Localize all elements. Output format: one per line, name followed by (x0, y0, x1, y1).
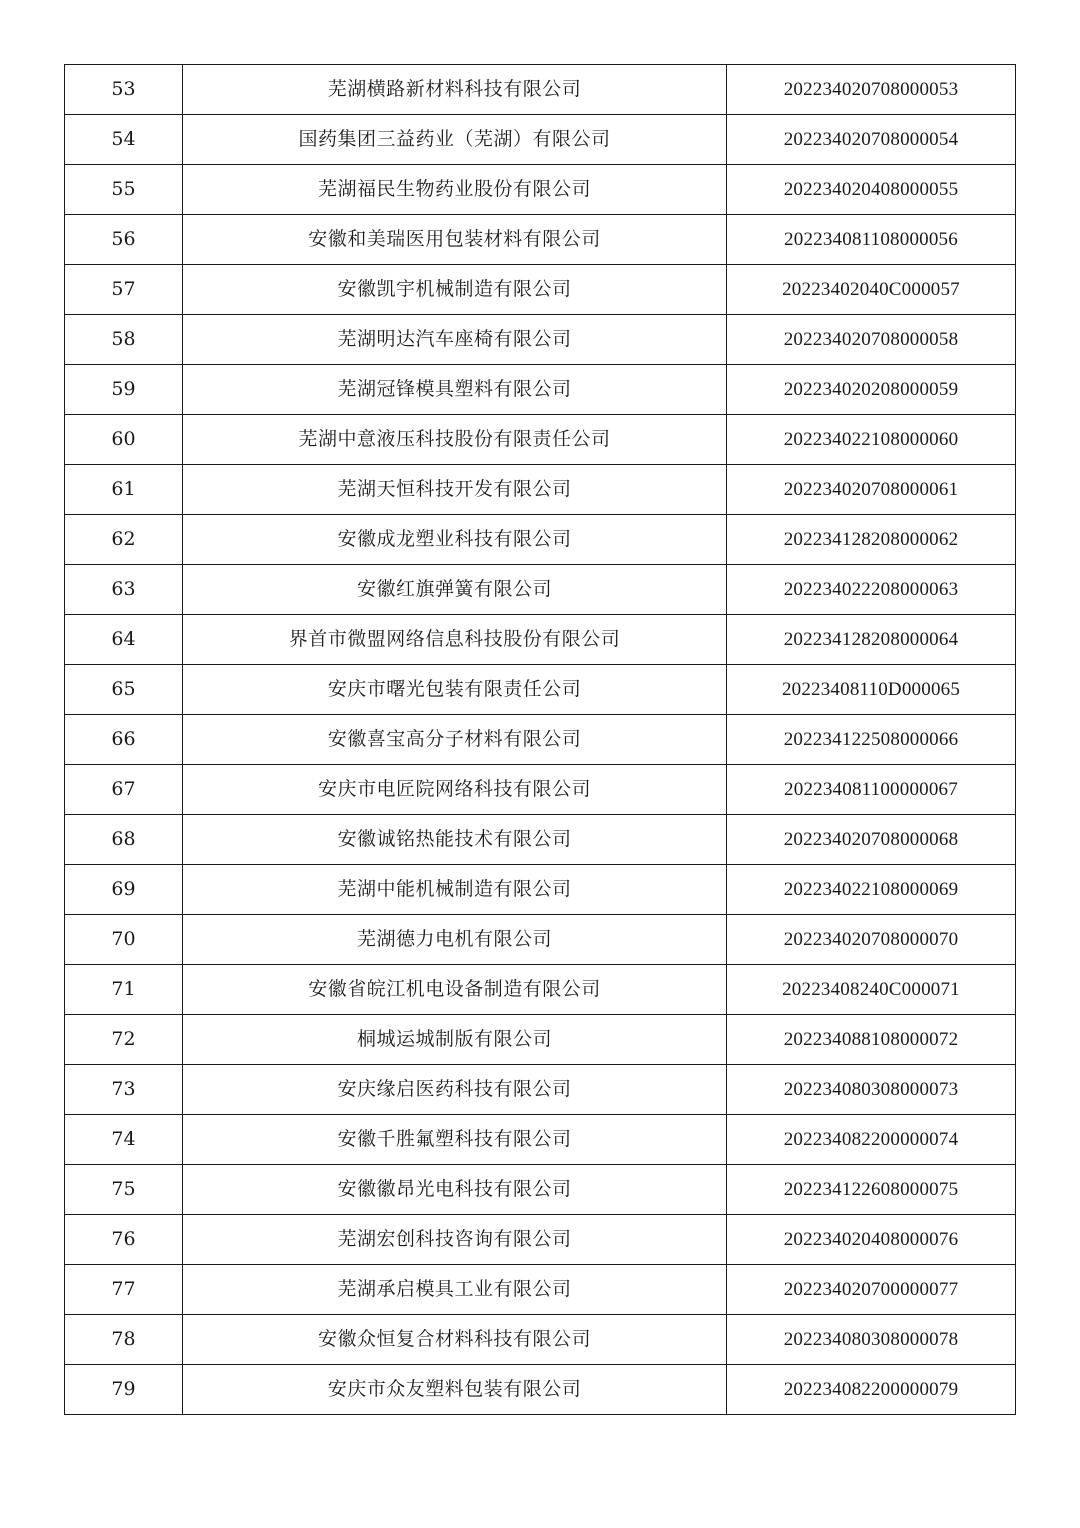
row-registration-code: 202234020408000055 (727, 165, 1016, 215)
row-registration-code: 202234022108000060 (727, 415, 1016, 465)
row-seq-number: 79 (65, 1365, 183, 1415)
table-row (65, 765, 1016, 815)
row-seq-number: 68 (65, 815, 183, 865)
row-company-name: 芜湖中意液压科技股份有限责任公司 (183, 415, 727, 465)
row-registration-code: 202234020708000061 (727, 465, 1016, 515)
row-company-name: 芜湖天恒科技开发有限公司 (183, 465, 727, 515)
table-row (65, 915, 1016, 965)
row-company-name: 芜湖德力电机有限公司 (183, 915, 727, 965)
row-company-name: 安徽千胜氟塑科技有限公司 (183, 1115, 727, 1165)
row-seq-number: 65 (65, 665, 183, 715)
table-row (65, 265, 1016, 315)
row-registration-code: 202234128208000062 (727, 515, 1016, 565)
row-registration-code: 202234081100000067 (727, 765, 1016, 815)
row-registration-code: 202234022108000069 (727, 865, 1016, 915)
row-seq-number: 58 (65, 315, 183, 365)
row-seq-number: 76 (65, 1215, 183, 1265)
row-registration-code: 202234088108000072 (727, 1015, 1016, 1065)
table-row (65, 1015, 1016, 1065)
row-seq-number: 64 (65, 615, 183, 665)
row-registration-code: 202234020708000054 (727, 115, 1016, 165)
row-seq-number: 77 (65, 1265, 183, 1315)
row-company-name: 安徽凯宇机械制造有限公司 (183, 265, 727, 315)
row-company-name: 安庆市电匠院网络科技有限公司 (183, 765, 727, 815)
row-registration-code: 202234122608000075 (727, 1165, 1016, 1215)
table-row (65, 665, 1016, 715)
row-registration-code: 202234020708000058 (727, 315, 1016, 365)
row-company-name: 安徽诚铭热能技术有限公司 (183, 815, 727, 865)
row-seq-number: 56 (65, 215, 183, 265)
row-seq-number: 78 (65, 1315, 183, 1365)
row-company-name: 芜湖宏创科技咨询有限公司 (183, 1215, 727, 1265)
row-company-name: 安徽和美瑞医用包装材料有限公司 (183, 215, 727, 265)
table-row (65, 65, 1016, 115)
table-row (65, 815, 1016, 865)
row-seq-number: 72 (65, 1015, 183, 1065)
row-company-name: 界首市微盟网络信息科技股份有限公司 (183, 615, 727, 665)
row-company-name: 安徽省皖江机电设备制造有限公司 (183, 965, 727, 1015)
row-seq-number: 70 (65, 915, 183, 965)
row-registration-code: 202234020708000070 (727, 915, 1016, 965)
row-seq-number: 73 (65, 1065, 183, 1115)
row-company-name: 安徽成龙塑业科技有限公司 (183, 515, 727, 565)
row-registration-code: 202234122508000066 (727, 715, 1016, 765)
row-seq-number: 53 (65, 65, 183, 115)
row-company-name: 安庆市众友塑料包装有限公司 (183, 1365, 727, 1415)
row-registration-code: 202234022208000063 (727, 565, 1016, 615)
row-seq-number: 60 (65, 415, 183, 465)
row-company-name: 安徽喜宝高分子材料有限公司 (183, 715, 727, 765)
row-company-name: 安庆市曙光包装有限责任公司 (183, 665, 727, 715)
row-registration-code: 20223408110D000065 (727, 665, 1016, 715)
row-registration-code: 202234020208000059 (727, 365, 1016, 415)
row-company-name: 芜湖明达汽车座椅有限公司 (183, 315, 727, 365)
table-row (65, 165, 1016, 215)
row-company-name: 芜湖横路新材料科技有限公司 (183, 65, 727, 115)
row-registration-code: 202234080308000078 (727, 1315, 1016, 1365)
row-seq-number: 57 (65, 265, 183, 315)
row-seq-number: 55 (65, 165, 183, 215)
row-registration-code: 202234081108000056 (727, 215, 1016, 265)
table-row (65, 1115, 1016, 1165)
row-company-name: 芜湖承启模具工业有限公司 (183, 1265, 727, 1315)
row-seq-number: 69 (65, 865, 183, 915)
row-seq-number: 66 (65, 715, 183, 765)
table-row (65, 415, 1016, 465)
table-row (65, 1165, 1016, 1215)
table-row (65, 465, 1016, 515)
row-company-name: 安徽红旗弹簧有限公司 (183, 565, 727, 615)
table-row (65, 715, 1016, 765)
row-seq-number: 54 (65, 115, 183, 165)
table-row (65, 965, 1016, 1015)
row-registration-code: 202234082200000079 (727, 1365, 1016, 1415)
row-company-name: 国药集团三益药业（芜湖）有限公司 (183, 115, 727, 165)
table-row (65, 565, 1016, 615)
row-company-name: 安徽徽昂光电科技有限公司 (183, 1165, 727, 1215)
table-row (65, 1065, 1016, 1115)
table-row (65, 1365, 1016, 1415)
row-seq-number: 63 (65, 565, 183, 615)
table-row (65, 215, 1016, 265)
row-registration-code: 20223402040C000057 (727, 265, 1016, 315)
table-body (65, 65, 1016, 1415)
table-row (65, 365, 1016, 415)
table-row (65, 115, 1016, 165)
row-company-name: 安庆缘启医药科技有限公司 (183, 1065, 727, 1115)
table-row (65, 1215, 1016, 1265)
row-company-name: 芜湖福民生物药业股份有限公司 (183, 165, 727, 215)
row-registration-code: 202234080308000073 (727, 1065, 1016, 1115)
row-company-name: 芜湖中能机械制造有限公司 (183, 865, 727, 915)
row-registration-code: 202234128208000064 (727, 615, 1016, 665)
row-registration-code: 202234020700000077 (727, 1265, 1016, 1315)
row-registration-code: 20223408240C000071 (727, 965, 1016, 1015)
row-seq-number: 61 (65, 465, 183, 515)
row-company-name: 桐城运城制版有限公司 (183, 1015, 727, 1065)
row-seq-number: 74 (65, 1115, 183, 1165)
row-seq-number: 75 (65, 1165, 183, 1215)
row-registration-code: 202234020408000076 (727, 1215, 1016, 1265)
row-seq-number: 59 (65, 365, 183, 415)
row-company-name: 安徽众恒复合材料科技有限公司 (183, 1315, 727, 1365)
table-row (65, 1265, 1016, 1315)
row-seq-number: 62 (65, 515, 183, 565)
table-row (65, 515, 1016, 565)
company-table (64, 64, 1016, 1415)
row-registration-code: 202234020708000053 (727, 65, 1016, 115)
row-registration-code: 202234020708000068 (727, 815, 1016, 865)
row-seq-number: 67 (65, 765, 183, 815)
row-registration-code: 202234082200000074 (727, 1115, 1016, 1165)
table-row (65, 1315, 1016, 1365)
row-seq-number: 71 (65, 965, 183, 1015)
table-row (65, 615, 1016, 665)
row-company-name: 芜湖冠锋模具塑料有限公司 (183, 365, 727, 415)
table-row (65, 865, 1016, 915)
table-row (65, 315, 1016, 365)
